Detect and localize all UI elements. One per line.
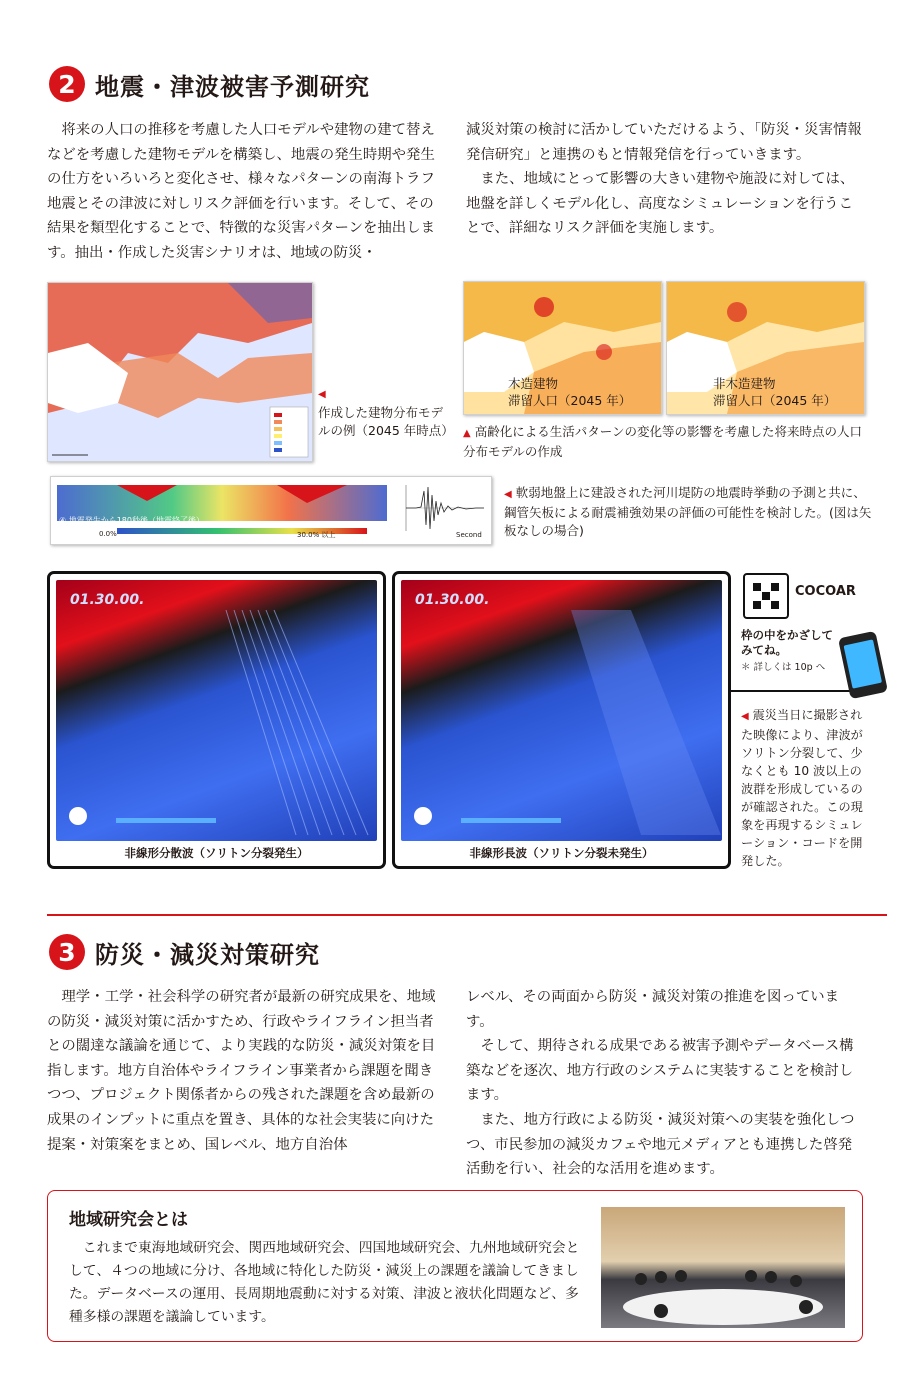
section-3-header: [49, 934, 320, 970]
map-label-line: 非木造建物: [713, 376, 776, 391]
map-label-line: 滞留人口（2045 年）: [508, 393, 632, 408]
cocoar-qr-icon[interactable]: [743, 573, 789, 619]
population-caption: [463, 423, 873, 461]
section-3-column-2: [466, 985, 866, 1182]
box-text: [69, 1237, 589, 1329]
red-triangle-left-icon: ◀: [318, 389, 326, 400]
smartphone-icon: [838, 631, 888, 700]
caption-text: 軟弱地盤上に建設された河川堤防の地震時挙動の予測と共に、鋼管矢板による耐震補強効果の評価の可能性を検討した。(図は矢板なしの場合): [504, 485, 872, 538]
seismogram-axis-label: Second: [456, 531, 482, 539]
map-label: [713, 375, 853, 409]
building-distribution-map: [47, 282, 313, 462]
cocoar-prompt: 枠の中をかざしてみてね。: [741, 628, 833, 657]
connector-line: [728, 690, 868, 692]
regional-research-box: [47, 1190, 863, 1342]
building-map-graphic: [48, 283, 312, 461]
simulation-timestamp: 01.30.00.: [415, 592, 490, 608]
box-title: 地域研究会とは: [69, 1210, 188, 1230]
caption-text: 震災当日に撮影された映像により、津波がソリトン分裂して、少なくとも 10 波以上の波群を形成しているのが確認された。この現象を再現するシミュレーション・コードを開発した。: [741, 708, 863, 868]
map-label: [508, 375, 648, 409]
paragraph: また、地方行政による防災・減災対策への実装を強化しつつ、市民参加の減災カフェや地元メディアとも連携した啓発活動を行い、社会的な活用を進めます。: [466, 1111, 855, 1178]
paragraph: また、地域にとって影響の大きい建物や施設に対しては、地盤を詳しくモデル化し、高度なシミュレーションを行うことで、詳細なリスク評価を実施します。: [466, 171, 855, 237]
map-label-line: 滞留人口（2045 年）: [713, 393, 837, 408]
simulation-image: [56, 580, 377, 841]
scale-min-label: 0.0%: [99, 530, 117, 538]
seismogram-graphic: [396, 481, 486, 537]
levee-simulation-figure: [50, 476, 492, 545]
simulation-label: 非線形分散波（ソリトン分裂発生）: [124, 846, 309, 860]
meeting-photo-graphic: [601, 1207, 845, 1328]
population-map-non-wooden: [666, 281, 865, 415]
red-triangle-left-icon: ◀: [741, 711, 749, 722]
section-divider: [47, 914, 887, 916]
red-triangle-up-icon: ▲: [463, 428, 471, 439]
simulation-caption: [741, 706, 871, 870]
simulation-frame-long-wave[interactable]: [392, 571, 731, 869]
cocoar-note: ＊ 詳しくは 10p へ: [741, 662, 826, 673]
population-map-wooden: [463, 281, 662, 415]
section-title: 防災・減災対策研究: [95, 940, 320, 969]
cocoar-marker-graphic: [745, 575, 787, 617]
meeting-photo: [601, 1207, 845, 1328]
caption-text: 作成した建物分布モデルの例（2045 年時点）: [318, 405, 454, 438]
caption-text: 高齢化による生活パターンの変化等の影響を考慮した将来時点の人口分布モデルの作成: [463, 424, 862, 459]
section-3-column-1: [47, 985, 444, 1157]
soliton-waves-graphic: [56, 580, 377, 841]
paragraph: 将来の人口の推移を考慮した人口モデルや建物の建て替えなどを考慮した建物モデルを構築し、地震の発生時期や発生の仕方をいろいろと変化させ、様々なパターンの南海トラフ地震とその津波に対しリスク評価を行います。そして、その結果を類型化することで、特徴的な災害パターンを抽出します。抽出・作成した災害シナリオは、地域の防災・: [47, 122, 435, 261]
paragraph: そして、期待される成果である被害予測やデータベース構築などを逐次、地方行政のシステムに実装することを検討します。: [466, 1038, 854, 1104]
section-2-column-2: [466, 118, 863, 241]
scale-max-label: 30.0% 以上: [297, 531, 336, 539]
red-triangle-left-icon: ◀: [504, 489, 512, 500]
simulation-image: [401, 580, 722, 841]
section-number-badge: 3: [49, 934, 85, 970]
phone-screen: [844, 639, 882, 688]
simulation-label: 非線形長波（ソリトン分裂未発生）: [469, 846, 654, 860]
paragraph: これまで東海地域研究会、関西地域研究会、四国地域研究会、九州地域研究会として、４つの地域に分け、各地域に特化した防災・減災上の課題を議論してきました。データベースの運用、長周期地震動に対する対策、津波と液状化問題など、多種多様の課題を議論しています。: [69, 1240, 580, 1325]
levee-inner-label: ④ 地震発生から180秒後（地震終了後）: [59, 516, 204, 525]
simulation-timestamp: 01.30.00.: [70, 592, 145, 608]
paragraph: レベル、その両面から防災・減災対策の推進を図っています。: [466, 989, 840, 1030]
simulation-frame-dispersive[interactable]: [47, 571, 386, 869]
long-wave-graphic: [401, 580, 722, 841]
building-model-caption: [318, 386, 454, 440]
section-2-column-1: [47, 118, 444, 266]
levee-caption: [504, 484, 872, 540]
levee-strain-graphic: [57, 481, 387, 537]
paragraph: 減災対策の検討に活かしていただけるよう、「防災・災害情報発信研究」と連携のもと情報発信を行っていきます。: [466, 122, 862, 163]
section-2-header: [49, 66, 370, 102]
paragraph: 理学・工学・社会科学の研究者が最新の研究成果を、地域の防災・減災対策に活かすため、行政やライフライン担当者との闊達な議論を通じて、より実践的な防災・減災対策を目指します。地方自治体やライフライン事業者から課題を聞きつつ、プロジェクト関係者からの残された課題を含め最新の成果のインプットに重点を置き、具体的な社会実装に向けた提案・対策案をまとめ、国レベル、地方自治体: [47, 989, 436, 1153]
section-number-badge: 2: [49, 66, 85, 102]
cocoar-label: COCOAR: [795, 584, 856, 599]
map-label-line: 木造建物: [508, 376, 559, 391]
section-title: 地震・津波被害予測研究: [95, 72, 370, 101]
